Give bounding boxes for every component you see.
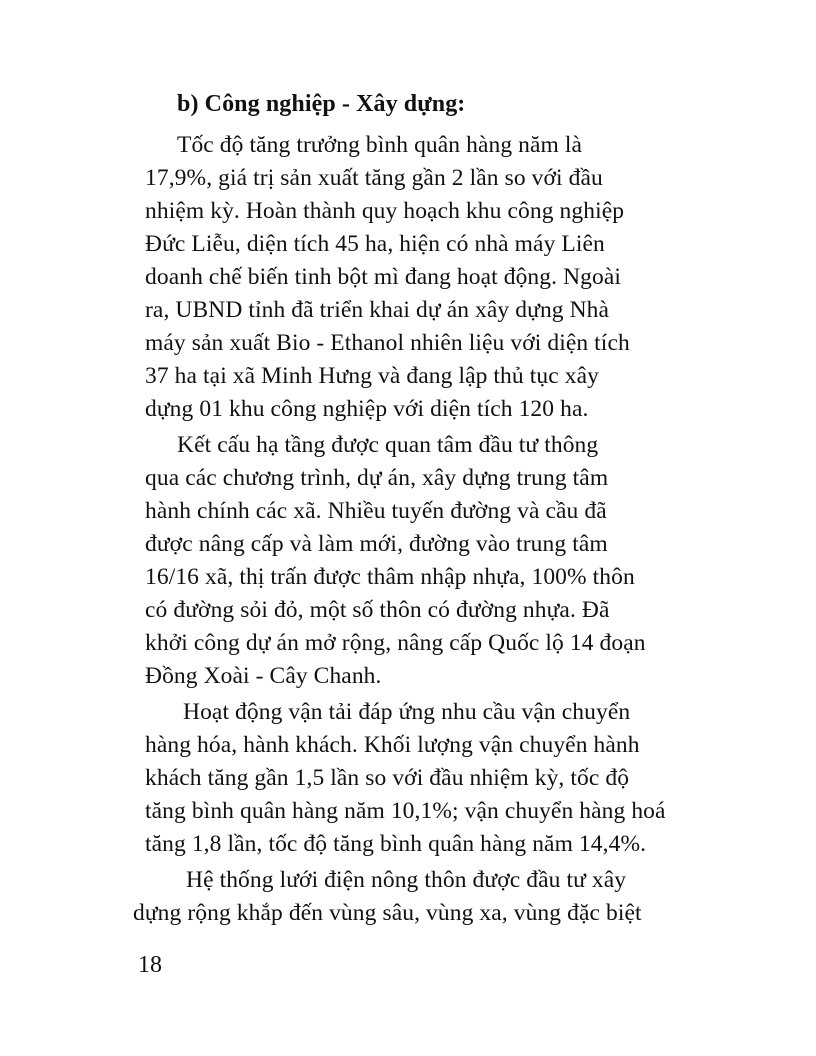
paragraph-1-line-5: doanh chế biến tinh bột mì đang hoạt động. Ngoài xyxy=(145,264,622,290)
paragraph-2-line-5: 16/16 xã, thị trấn được thâm nhập nhựa, 100% thôn xyxy=(145,564,635,590)
paragraph-1-line-6: ra, UBND tỉnh đã triển khai dự án xây dựng Nhà xyxy=(145,297,610,323)
paragraph-4-line-2: dựng rộng khắp đến vùng sâu, vùng xa, vùng đặc biệt xyxy=(133,900,642,926)
paragraph-3-line-2: hàng hóa, hành khách. Khối lượng vận chuyển hành xyxy=(145,732,640,758)
paragraph-2-line-7: khởi công dự án mở rộng, nâng cấp Quốc lộ 14 đoạn xyxy=(145,630,646,656)
paragraph-2-line-8: Đồng Xoài - Cây Chanh. xyxy=(145,663,382,689)
paragraph-1-line-8: 37 ha tại xã Minh Hưng và đang lập thủ tục xây xyxy=(145,363,599,389)
page-number: 18 xyxy=(138,952,162,978)
paragraph-2-line-3: hành chính các xã. Nhiều tuyến đường và cầu đã xyxy=(145,498,607,524)
paragraph-3-line-1: Hoạt động vận tải đáp ứng nhu cầu vận chuyển xyxy=(183,699,631,725)
paragraph-2-line-2: qua các chương trình, dự án, xây dựng trung tâm xyxy=(145,465,609,491)
paragraph-3-line-4: tăng bình quân hàng năm 10,1%; vận chuyển hàng hoá xyxy=(145,798,666,824)
paragraph-1-line-1: Tốc độ tăng trưởng bình quân hàng năm là xyxy=(177,132,583,158)
paragraph-1-line-2: 17,9%, giá trị sản xuất tăng gần 2 lần so với đầu xyxy=(145,165,603,191)
paragraph-1-line-4: Đức Liễu, diện tích 45 ha, hiện có nhà máy Liên xyxy=(145,231,605,257)
paragraph-2-line-1: Kết cấu hạ tầng được quan tâm đầu tư thông xyxy=(177,432,599,458)
paragraph-3-line-5: tăng 1,8 lần, tốc độ tăng bình quân hàng năm 14,4%. xyxy=(145,831,647,857)
paragraph-1-line-9: dựng 01 khu công nghiệp với diện tích 120 ha. xyxy=(145,396,589,422)
paragraph-1-line-3: nhiệm kỳ. Hoàn thành quy hoạch khu công nghiệp xyxy=(145,198,625,224)
paragraph-4-line-1: Hệ thống lưới điện nông thôn được đầu tư xây xyxy=(186,867,627,893)
section-heading: b) Công nghiệp - Xây dựng: xyxy=(177,91,466,117)
paragraph-2-line-4: được nâng cấp và làm mới, đường vào trung tâm xyxy=(145,531,608,557)
paragraph-2-line-6: có đường sỏi đỏ, một số thôn có đường nhựa. Đã xyxy=(145,597,610,623)
paragraph-3-line-3: khách tăng gần 1,5 lần so với đầu nhiệm kỳ, tốc độ xyxy=(145,765,630,791)
paragraph-1-line-7: máy sản xuất Bio - Ethanol nhiên liệu với diện tích xyxy=(145,330,630,356)
